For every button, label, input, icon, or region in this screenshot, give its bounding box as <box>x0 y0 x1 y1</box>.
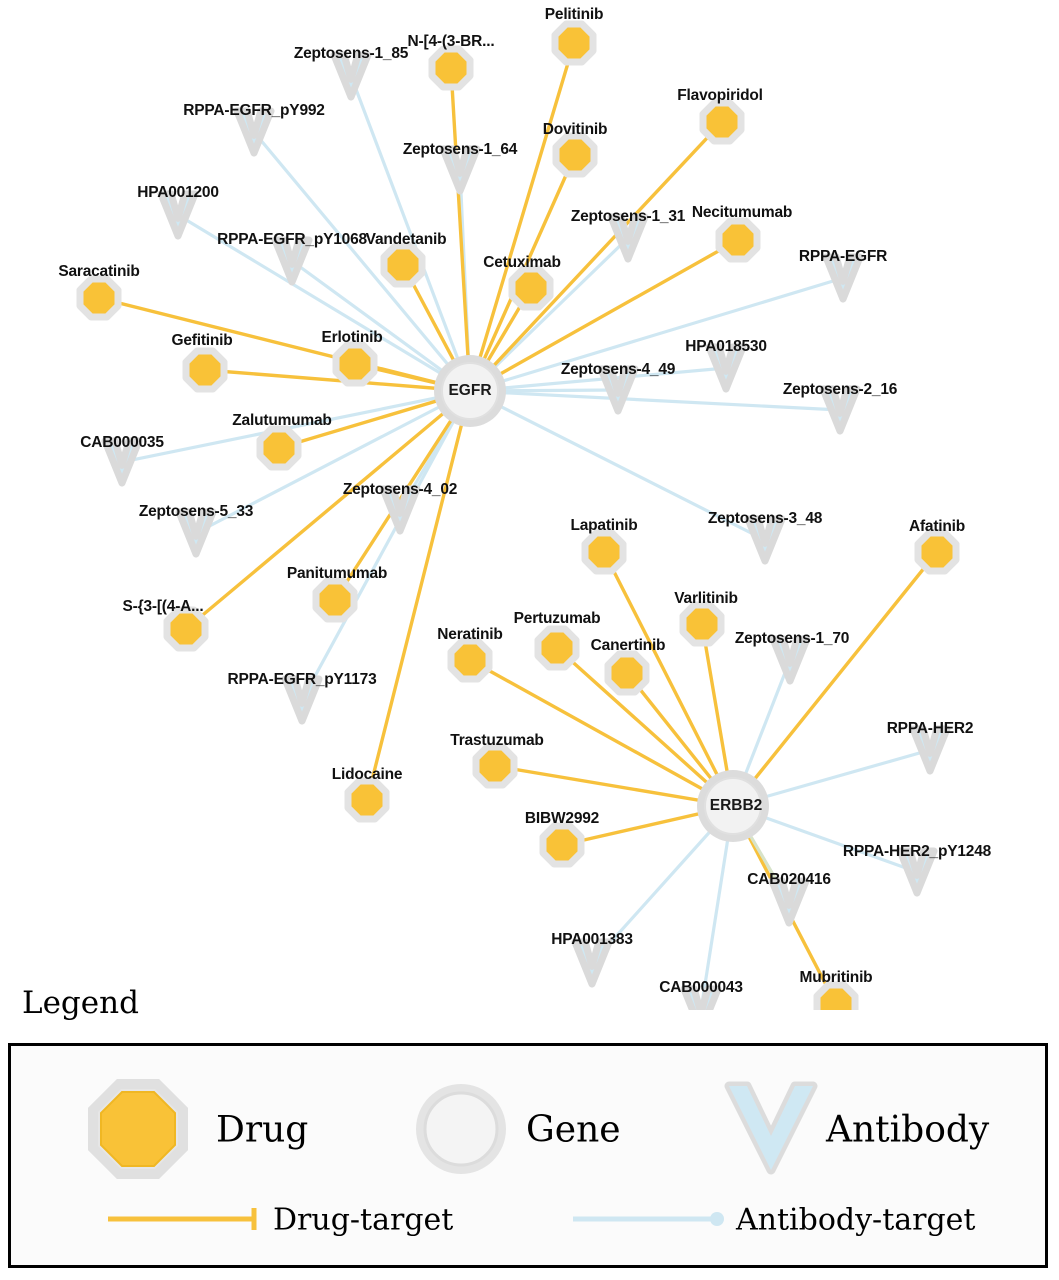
legend-box <box>8 1043 1048 1268</box>
antibody-node-label: RPPA-EGFR_pY992 <box>183 102 325 119</box>
drug-node-label: Afatinib <box>908 518 966 535</box>
drug-node-label: Gefitinib <box>171 332 233 349</box>
antibody-node-label: Zeptosens-2_16 <box>782 381 898 398</box>
drug-target-edge-icon <box>106 1204 266 1239</box>
drug-node-label: Varlitinib <box>674 590 738 607</box>
antibody-node-label: Zeptosens-4_49 <box>560 361 676 378</box>
drug-node-label: Neratinib <box>437 626 503 643</box>
antibody-node-label: HPA018530 <box>685 338 767 355</box>
legend-label-antibody: Antibody <box>826 1109 990 1151</box>
drug-node[interactable] <box>512 269 550 307</box>
antibody-node-label: Zeptosens-4_02 <box>342 481 458 498</box>
drug-target-edge <box>733 552 937 806</box>
drug-node[interactable] <box>918 533 956 571</box>
drug-node[interactable] <box>316 581 354 619</box>
drug-node[interactable] <box>585 533 623 571</box>
antibody-node-label: HPA001200 <box>137 184 219 201</box>
antibody-node-label: Zeptosens-3_48 <box>707 510 823 527</box>
drug-node[interactable] <box>719 221 757 259</box>
drug-node-label: Pertuzumab <box>513 610 601 627</box>
antibody-target-edge-icon <box>571 1204 731 1239</box>
drug-node-label: Lapatinib <box>570 517 638 534</box>
drug-node-label: Panitumumab <box>286 565 388 582</box>
drug-node-label: Trastuzumab <box>450 732 544 749</box>
drug-node-label: Cetuximab <box>483 254 561 271</box>
antibody-node-label: Zeptosens-1_31 <box>570 208 686 225</box>
antibody-node-label: RPPA-EGFR_pY1173 <box>227 671 377 688</box>
legend-label-drug-target: Drug-target <box>273 1202 454 1238</box>
drug-node[interactable] <box>384 246 422 284</box>
drug-node[interactable] <box>703 103 741 141</box>
drug-node-label: Saracatinib <box>58 263 140 280</box>
drug-node-label: Dovitinib <box>542 121 608 138</box>
drug-node[interactable] <box>476 747 514 785</box>
drug-node[interactable] <box>543 826 581 864</box>
legend <box>0 985 1059 1280</box>
antibody-node-label: CAB000035 <box>80 434 164 451</box>
antibody-node-label: RPPA-HER2_pY1248 <box>842 843 992 860</box>
antibody-node-label: RPPA-EGFR_pY1068 <box>217 231 367 248</box>
gene-node-label: ERBB2 <box>709 797 763 814</box>
antibody-node-label: Zeptosens-1_85 <box>293 45 409 62</box>
antibody-target-edge <box>302 391 470 700</box>
drug-node-label: S-{3-[(4-A... <box>122 598 204 615</box>
drug-node-label: Flavopiridol <box>677 87 763 104</box>
drug-octagon-icon <box>83 1074 193 1189</box>
drug-node-label: N-[4-(3-BR... <box>407 33 495 50</box>
gene-node-label: EGFR <box>448 382 492 399</box>
drug-node-label: Canertinib <box>590 637 666 654</box>
antibody-node-label: Zeptosens-5_33 <box>138 503 254 520</box>
legend-title: Legend <box>22 985 139 1021</box>
drug-node-label: BIBW2992 <box>524 810 600 827</box>
legend-label-antibody-target: Antibody-target <box>736 1202 976 1238</box>
drug-node[interactable] <box>260 429 298 467</box>
drug-node-label: Lidocaine <box>331 766 403 783</box>
antibody-node-label: RPPA-HER2 <box>886 720 974 737</box>
drug-node[interactable] <box>683 605 721 643</box>
drug-node-label: Necitumumab <box>691 204 793 221</box>
antibody-node-label: RPPA-EGFR <box>798 248 888 265</box>
antibody-chevron-icon <box>721 1074 821 1189</box>
gene-circle-icon <box>406 1074 516 1189</box>
drug-node-label: Vandetanib <box>365 231 447 248</box>
drug-node-label: Zalutumumab <box>232 412 332 429</box>
drug-node[interactable] <box>608 654 646 692</box>
drug-node[interactable] <box>555 24 593 62</box>
drug-node[interactable] <box>348 781 386 819</box>
drug-node[interactable] <box>80 279 118 317</box>
antibody-node-label: CAB000043 <box>659 979 743 996</box>
antibody-node-label: Zeptosens-1_70 <box>734 630 850 647</box>
drug-node[interactable] <box>538 629 576 667</box>
drug-node[interactable] <box>336 345 374 383</box>
drug-node[interactable] <box>432 49 470 87</box>
antibody-node-label: Zeptosens-1_64 <box>402 141 518 158</box>
drug-node[interactable] <box>556 136 594 174</box>
drug-node-label: Mubritinib <box>799 969 873 986</box>
drug-target-edge <box>451 68 470 391</box>
antibody-node-label: HPA001383 <box>551 931 633 948</box>
legend-label-drug: Drug <box>216 1109 309 1151</box>
drug-node[interactable] <box>186 351 224 389</box>
drug-node[interactable] <box>451 641 489 679</box>
legend-label-gene: Gene <box>526 1109 621 1151</box>
drug-node-label: Pelitinib <box>544 6 604 23</box>
antibody-node-label: CAB020416 <box>747 871 831 888</box>
drug-node-label: Erlotinib <box>321 329 383 346</box>
